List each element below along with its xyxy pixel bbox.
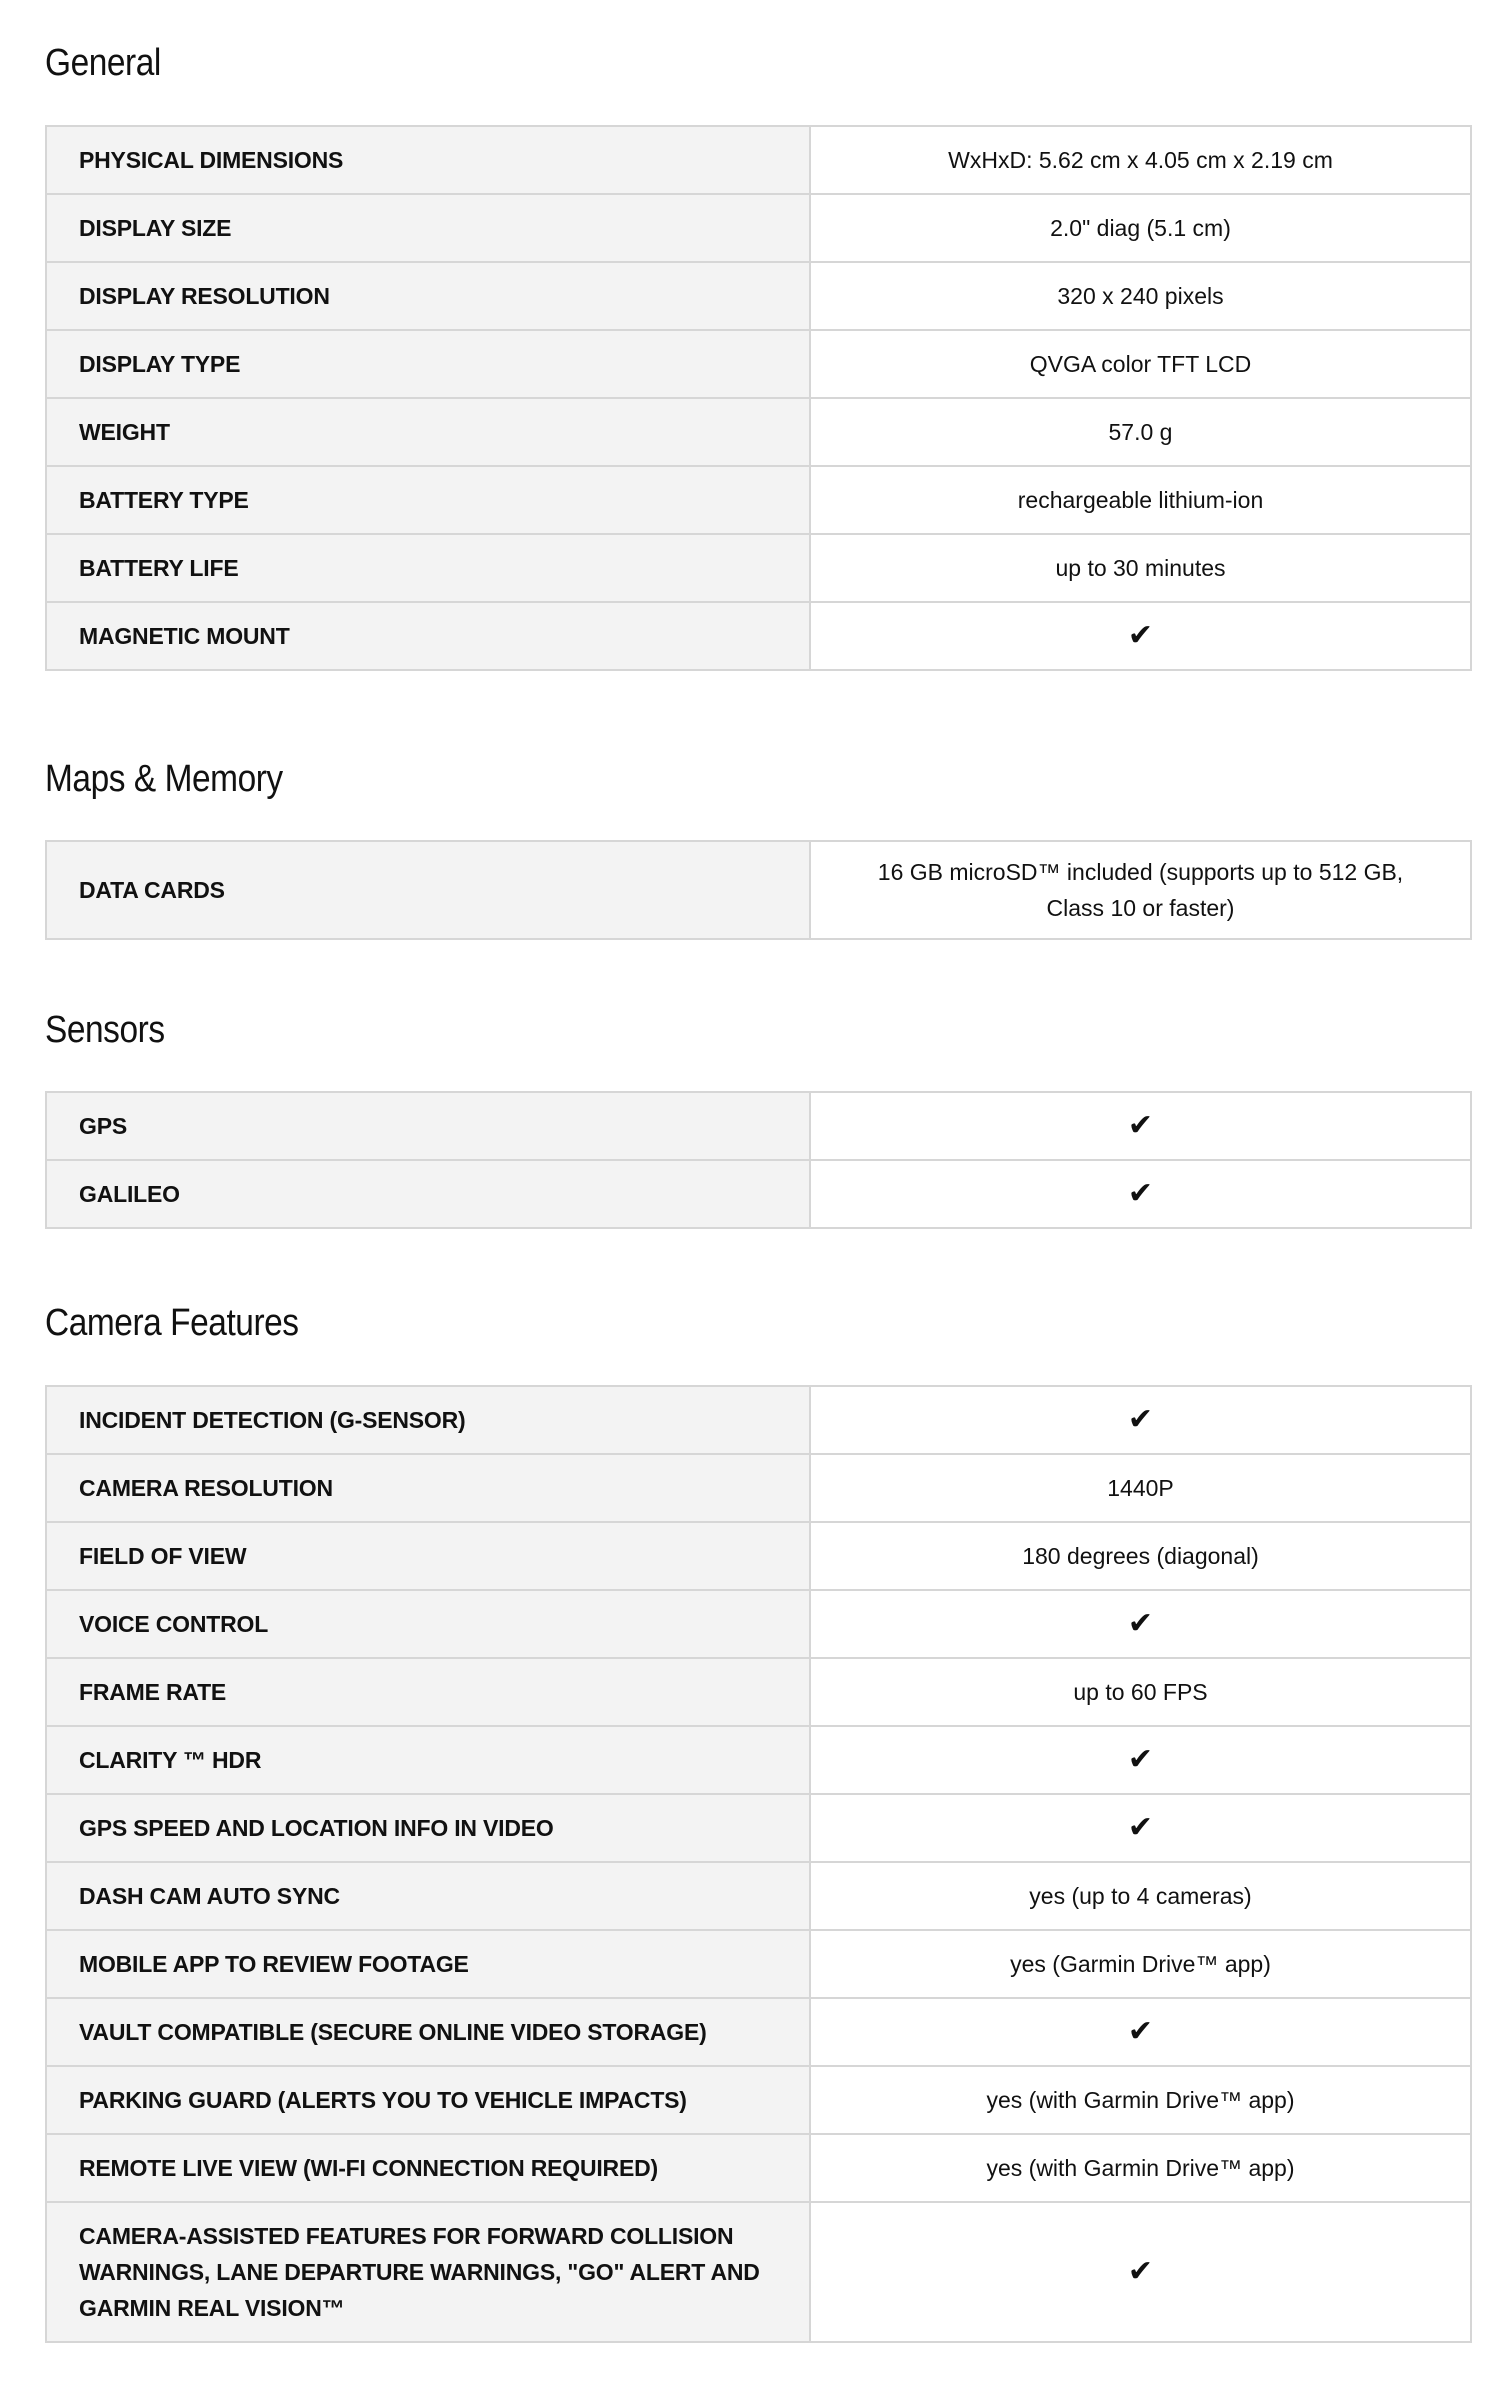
checkmark-icon: ✔ bbox=[1127, 1606, 1154, 1640]
spec-label: MAGNETIC MOUNT bbox=[46, 602, 810, 670]
spec-label: DISPLAY RESOLUTION bbox=[46, 262, 810, 330]
table-row bbox=[46, 398, 1471, 466]
spec-value: yes (with Garmin Drive™ app) bbox=[810, 2066, 1471, 2134]
table-row bbox=[46, 194, 1471, 262]
spec-label: PHYSICAL DIMENSIONS bbox=[46, 126, 810, 194]
spec-value: 1440P bbox=[810, 1454, 1471, 1522]
spec-label: DISPLAY SIZE bbox=[46, 194, 810, 262]
spec-value: up to 30 minutes bbox=[810, 534, 1471, 602]
checkmark-icon: ✔ bbox=[1127, 1742, 1154, 1776]
checkmark-icon: ✔ bbox=[1127, 2014, 1154, 2048]
checkmark-icon: ✔ bbox=[1127, 1810, 1154, 1844]
spec-value: yes (with Garmin Drive™ app) bbox=[810, 2134, 1471, 2202]
spec-label: CAMERA-ASSISTED FEATURES FOR FORWARD COLLISION WARNINGS, LANE DEPARTURE WARNINGS, "GO" ALERT AND GARMIN REAL VISION™ bbox=[46, 2202, 810, 2342]
spec-value: 2.0" diag (5.1 cm) bbox=[810, 194, 1471, 262]
table-row bbox=[46, 262, 1471, 330]
checkmark-icon: ✔ bbox=[1127, 2254, 1154, 2288]
spec-value: 57.0 g bbox=[810, 398, 1471, 466]
specs-table bbox=[45, 840, 1472, 940]
spec-label: VOICE CONTROL bbox=[46, 1590, 810, 1658]
table-row bbox=[46, 1794, 1471, 1862]
spec-value: QVGA color TFT LCD bbox=[810, 330, 1471, 398]
specs-table bbox=[45, 1385, 1472, 2343]
spec-label: FIELD OF VIEW bbox=[46, 1522, 810, 1590]
spec-label: GPS SPEED AND LOCATION INFO IN VIDEO bbox=[46, 1794, 810, 1862]
specs-table bbox=[45, 125, 1472, 671]
spec-label: VAULT COMPATIBLE (SECURE ONLINE VIDEO STORAGE) bbox=[46, 1998, 810, 2066]
spec-value: up to 60 FPS bbox=[810, 1658, 1471, 1726]
table-row bbox=[46, 2134, 1471, 2202]
section-camera-features bbox=[45, 1302, 1472, 2321]
table-row bbox=[46, 1930, 1471, 1998]
checkmark-icon: ✔ bbox=[1127, 1402, 1154, 1436]
section-general bbox=[45, 42, 1472, 652]
spec-label: INCIDENT DETECTION (G-SENSOR) bbox=[46, 1386, 810, 1454]
spec-label: DATA CARDS bbox=[46, 841, 810, 939]
spec-value: 320 x 240 pixels bbox=[810, 262, 1471, 330]
table-row bbox=[46, 1998, 1471, 2066]
table-row bbox=[46, 330, 1471, 398]
section-title: Maps & Memory bbox=[45, 758, 283, 800]
spec-label: BATTERY LIFE bbox=[46, 534, 810, 602]
table-row bbox=[46, 602, 1471, 670]
table-row bbox=[46, 466, 1471, 534]
checkmark-icon: ✔ bbox=[1127, 618, 1154, 652]
table-row bbox=[46, 1658, 1471, 1726]
table-row bbox=[46, 1092, 1471, 1160]
table-row bbox=[46, 2202, 1471, 2342]
spec-value: WxHxD: 5.62 cm x 4.05 cm x 2.19 cm bbox=[810, 126, 1471, 194]
spec-value: rechargeable lithium-ion bbox=[810, 466, 1471, 534]
table-row bbox=[46, 1454, 1471, 1522]
spec-label: DASH CAM AUTO SYNC bbox=[46, 1862, 810, 1930]
spec-label: GPS bbox=[46, 1092, 810, 1160]
spec-label: REMOTE LIVE VIEW (WI-FI CONNECTION REQUIRED) bbox=[46, 2134, 810, 2202]
section-title: Camera Features bbox=[45, 1302, 299, 1344]
table-row bbox=[46, 1726, 1471, 1794]
specs-table bbox=[45, 1091, 1472, 1229]
table-row bbox=[46, 1160, 1471, 1228]
spec-label: PARKING GUARD (ALERTS YOU TO VEHICLE IMPACTS) bbox=[46, 2066, 810, 2134]
spec-value: 16 GB microSD™ included (supports up to 512 GB, Class 10 or faster) bbox=[810, 841, 1471, 939]
section-maps-memory bbox=[45, 758, 1472, 921]
spec-value: yes (up to 4 cameras) bbox=[810, 1862, 1471, 1930]
table-row bbox=[46, 534, 1471, 602]
section-title: General bbox=[45, 42, 161, 84]
table-row bbox=[46, 1386, 1471, 1454]
spec-label: DISPLAY TYPE bbox=[46, 330, 810, 398]
checkmark-icon: ✔ bbox=[1127, 1108, 1154, 1142]
section-sensors bbox=[45, 1009, 1472, 1210]
spec-label: CAMERA RESOLUTION bbox=[46, 1454, 810, 1522]
spec-label: BATTERY TYPE bbox=[46, 466, 810, 534]
spec-label: WEIGHT bbox=[46, 398, 810, 466]
spec-value: yes (Garmin Drive™ app) bbox=[810, 1930, 1471, 1998]
table-row bbox=[46, 1522, 1471, 1590]
checkmark-icon: ✔ bbox=[1127, 1176, 1154, 1210]
table-row bbox=[46, 1862, 1471, 1930]
spec-label: MOBILE APP TO REVIEW FOOTAGE bbox=[46, 1930, 810, 1998]
table-row bbox=[46, 2066, 1471, 2134]
section-title: Sensors bbox=[45, 1009, 165, 1051]
table-row bbox=[46, 841, 1471, 939]
spec-label: FRAME RATE bbox=[46, 1658, 810, 1726]
spec-label: CLARITY ™ HDR bbox=[46, 1726, 810, 1794]
table-row bbox=[46, 1590, 1471, 1658]
spec-label: GALILEO bbox=[46, 1160, 810, 1228]
table-row bbox=[46, 126, 1471, 194]
spec-value: 180 degrees (diagonal) bbox=[810, 1522, 1471, 1590]
